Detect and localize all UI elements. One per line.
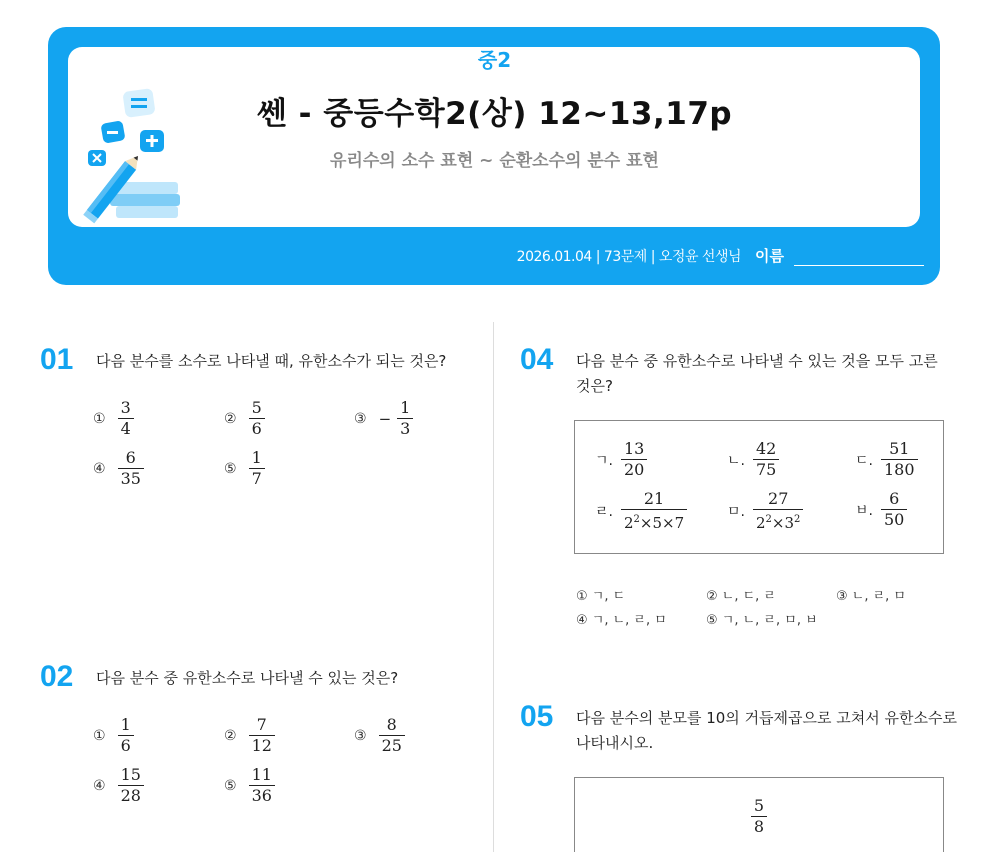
q01-option-4[interactable]: ④ $\frac{6}{35}$ xyxy=(93,448,144,489)
question-02 xyxy=(40,660,490,700)
worksheet-meta: 2026.01.04 | 73문제 | 오정윤 선생님 xyxy=(516,249,742,265)
q02-option-4[interactable]: ④ $\frac{15}{28}$ xyxy=(93,765,144,806)
question-number: 01 xyxy=(40,343,74,376)
q01-option-3[interactable]: ③ − $\frac{1}{3}$ xyxy=(354,398,413,439)
fraction: $\frac{1}{6}$ xyxy=(118,715,134,756)
question-number: 02 xyxy=(40,660,74,693)
q02-option-2[interactable]: ② $\frac{7}{12}$ xyxy=(224,715,275,756)
fraction: $\frac{6}{35}$ xyxy=(118,448,144,489)
minus-sign: − xyxy=(378,409,392,428)
q04-option-4[interactable]: ④ ㄱ, ㄴ, ㄹ, ㅁ xyxy=(576,613,667,628)
fraction: $\frac{5}{8}$ xyxy=(751,796,767,837)
box-item-3: ㄷ. $\frac{51}{180}$ xyxy=(855,439,918,480)
header-card xyxy=(68,47,920,227)
worksheet-info xyxy=(517,245,924,266)
question-number: 04 xyxy=(520,343,554,376)
page-subtitle: 유리수의 소수 표현 ~ 순환소수의 분수 표현 xyxy=(330,151,659,171)
name-label: 이름 xyxy=(755,247,784,265)
fraction: $\frac{3}{4}$ xyxy=(118,398,134,439)
question-text: 다음 분수를 소수로 나타낼 때, 유한소수가 되는 것은? xyxy=(96,352,447,370)
fraction: $\frac{15}{28}$ xyxy=(118,765,144,806)
question-04 xyxy=(520,343,970,403)
grade-label: 중2 xyxy=(477,48,512,72)
q02-option-1[interactable]: ① $\frac{1}{6}$ xyxy=(93,715,134,756)
box-item-4: ㄹ. $\frac{21}{2^2\times 5\times 7}$ xyxy=(595,489,687,533)
choices-box xyxy=(574,420,944,554)
box-item-5: ㅁ. $\frac{27}{2^2\times 3^2}$ xyxy=(727,489,803,533)
answer-box xyxy=(574,777,944,852)
page-title: 쎈 - 중등수학2(상) 12~13,17p xyxy=(256,96,733,132)
q04-option-3[interactable]: ③ ㄴ, ㄹ, ㅁ xyxy=(836,589,906,604)
fraction: $\frac{8}{25}$ xyxy=(379,715,405,756)
math-illustration-icon xyxy=(78,86,188,231)
q04-option-2[interactable]: ② ㄴ, ㄷ, ㄹ xyxy=(706,589,776,604)
question-number: 05 xyxy=(520,700,554,733)
q01-option-5[interactable]: ⑤ $\frac{1}{7}$ xyxy=(224,448,265,489)
box-item-1: ㄱ. $\frac{13}{20}$ xyxy=(595,439,647,480)
question-text: 다음 분수 중 유한소수로 나타낼 수 있는 것은? xyxy=(96,669,399,687)
q01-option-1[interactable]: ① $\frac{3}{4}$ xyxy=(93,398,134,439)
fraction: $\frac{1}{7}$ xyxy=(249,448,265,489)
question-05 xyxy=(520,700,980,760)
column-divider xyxy=(493,322,494,852)
question-text: 다음 분수 중 유한소수로 나타낼 수 있는 것을 모두 고른 것은? xyxy=(576,352,938,395)
q04-option-1[interactable]: ① ㄱ, ㄷ xyxy=(576,589,626,604)
question-text: 다음 분수의 분모를 10의 거듭제곱으로 고쳐서 유한소수로 나타내시오. xyxy=(576,709,957,752)
q01-option-2[interactable]: ② $\frac{5}{6}$ xyxy=(224,398,265,439)
q02-option-5[interactable]: ⑤ $\frac{11}{36}$ xyxy=(224,765,275,806)
fraction: $\frac{5}{6}$ xyxy=(249,398,265,439)
box-item-6: ㅂ. $\frac{6}{50}$ xyxy=(855,489,907,530)
q04-option-5[interactable]: ⑤ ㄱ, ㄴ, ㄹ, ㅁ, ㅂ xyxy=(706,613,818,628)
name-blank[interactable] xyxy=(794,250,924,266)
fraction: $\frac{1}{3}$ xyxy=(397,398,413,439)
box-item-2: ㄴ. $\frac{42}{75}$ xyxy=(727,439,779,480)
q02-option-3[interactable]: ③ $\frac{8}{25}$ xyxy=(354,715,405,756)
fraction: $\frac{11}{36}$ xyxy=(249,765,275,806)
fraction: $\frac{7}{12}$ xyxy=(249,715,275,756)
